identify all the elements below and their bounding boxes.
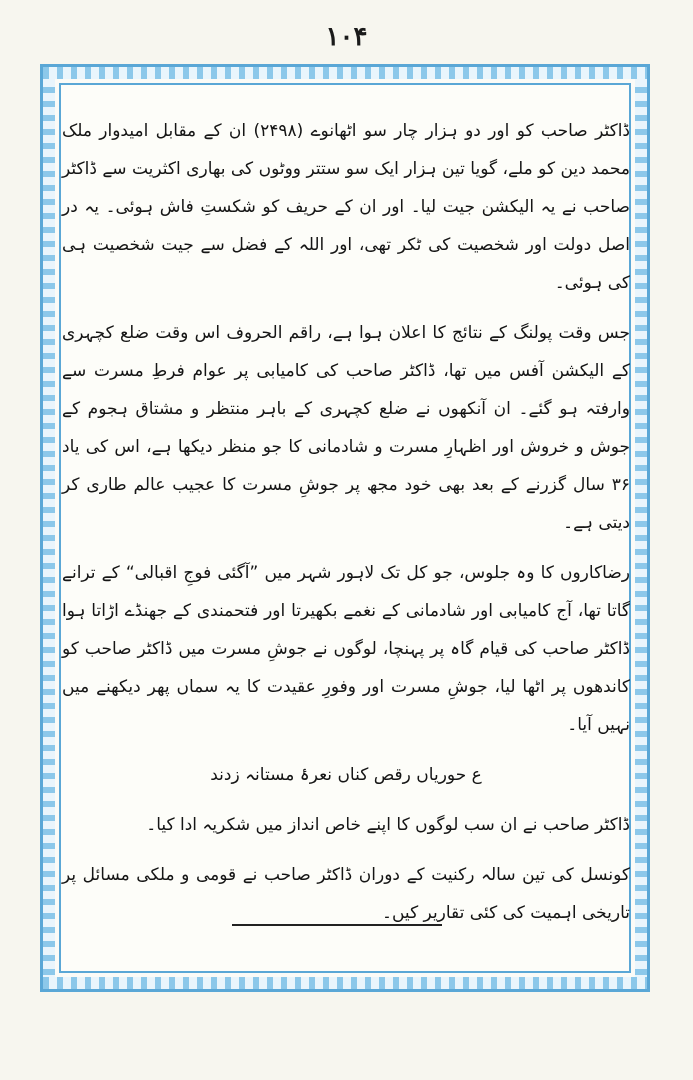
page-body — [62, 112, 630, 944]
paragraph-election-result: ڈاکٹر صاحب کو اور دو ہزار چار سو اٹھانوے (۲۴۹۸) ان کے مقابل امیدوار ملک محمد دین کو ملے، گویا تین ہزار ایک سو ستتر ووٹوں کی بھاری اکثریت سے ڈاکٹر صاحب نے یہ الیکشن جیت لیا۔ اور ان کے حریف کو شکستِ فاش ہوئی۔ یہ در اصل دولت اور شخصیت کی ٹکر تھی، اور اللہ کے فضل سے جیت شخصیت ہی کی ہوئی۔ — [62, 121, 630, 293]
section-divider — [232, 924, 442, 926]
paragraph-thanks: ڈاکٹر صاحب نے ان سب لوگوں کا اپنے خاص انداز میں شکریہ ادا کیا۔ — [146, 815, 630, 835]
page-number: ۱۰۴ — [325, 22, 368, 52]
paragraph-poll-announcement: جس وقت پولنگ کے نتائج کا اعلان ہوا ہے، راقم الحروف اس وقت ضلع کچہری کے الیکشن آفس میں تھا، ڈاکٹر صاحب کی کامیابی پر عوام فرطِ مسرت سے وارفتہ ہو گئے۔ ان آنکھوں نے ضلع کچہری کے باہر منتظر و مشتاق ہجوم کے جوش و خروش اور اظہارِ مسرت و شادمانی کا جو منظر دیکھا ہے، اس کی یاد ۳۶ سال گزرنے کے بعد بھی خود مجھ پر جوشِ مسرت کا عجیب عالم طاری کر دیتی ہے۔ — [62, 323, 630, 533]
paragraph-council: کونسل کی تین سالہ رکنیت کے دوران ڈاکٹر صاحب نے قومی و ملکی مسائل پر تاریخی اہمیت کی کئی تقاریر کیں۔ — [62, 865, 630, 923]
verse-line: ع حوریاں رقص کناں نعرۂ مستانہ زدند — [210, 765, 482, 785]
paragraph-procession: رضاکاروں کا وہ جلوس، جو کل تک لاہور شہر میں ”آگئی فوجِ اقبالی“ کے ترانے گاتا تھا، آج کامیابی اور شادمانی کے نغمے بکھیرتا اور فتحمندی کے جھنڈے اڑاتا ہوا ڈاکٹر صاحب کی قیام گاہ پر پہنچا، لوگوں نے جوشِ مسرت میں ڈاکٹر صاحب کو کاندھوں پر اٹھا لیا، جوشِ مسرت اور وفورِ عقیدت کا یہ سماں پھر دیکھنے میں نہیں آیا۔ — [62, 563, 630, 735]
